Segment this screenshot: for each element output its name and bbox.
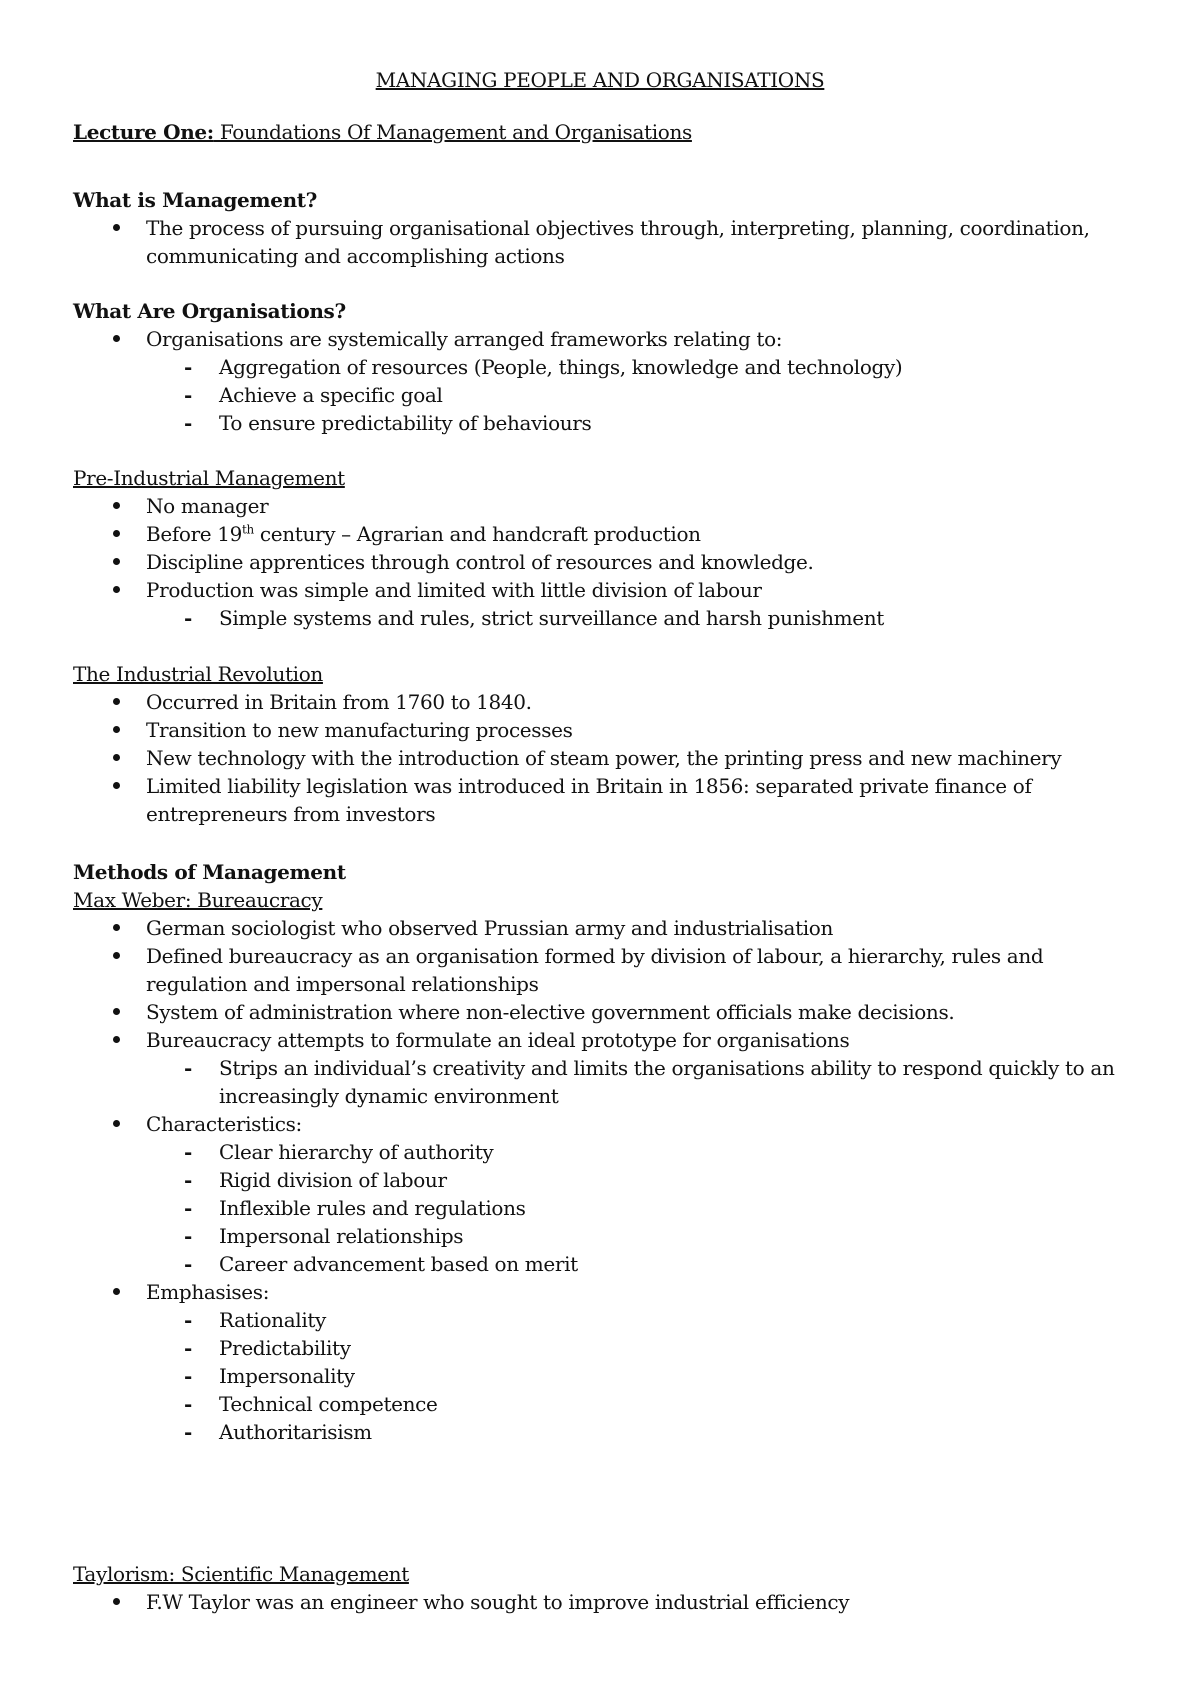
- dash-icon: -: [184, 1420, 192, 1444]
- bullet-icon: [113, 698, 120, 705]
- sub-list-item: Authoritarisism: [219, 1420, 372, 1444]
- bullet-icon: [113, 558, 120, 565]
- taylorism-heading: Taylorism: Scientific Management: [73, 1562, 409, 1586]
- dash-icon: -: [184, 1308, 192, 1332]
- list-item-continuation: communicating and accomplishing actions: [146, 244, 565, 268]
- list-item: Emphasises:: [146, 1280, 270, 1304]
- dash-icon: -: [184, 411, 192, 435]
- list-item: No manager: [146, 494, 269, 518]
- list-item: Occurred in Britain from 1760 to 1840.: [146, 690, 532, 714]
- lecture-label: Lecture One:: [73, 120, 214, 144]
- sub-list-item: Strips an individual’s creativity and limits the organisations ability to respond quickly to an: [219, 1056, 1115, 1080]
- dash-icon: -: [184, 1336, 192, 1360]
- document-title: MANAGING PEOPLE AND ORGANISATIONS: [375, 68, 825, 92]
- list-item-continuation: regulation and impersonal relationships: [146, 972, 539, 996]
- sub-list-item: Simple systems and rules, strict surveillance and harsh punishment: [219, 606, 884, 630]
- list-item: System of administration where non-elective government officials make decisions.: [146, 1000, 955, 1024]
- bullet-icon: [113, 224, 120, 231]
- sub-list-item-continuation: increasingly dynamic environment: [219, 1084, 559, 1108]
- list-item: Organisations are systemically arranged frameworks relating to:: [146, 327, 783, 351]
- dash-icon: -: [184, 1364, 192, 1388]
- sub-list-item: Rigid division of labour: [219, 1168, 447, 1192]
- superscript: th: [242, 522, 254, 537]
- dash-icon: -: [184, 1224, 192, 1248]
- bullet-icon: [113, 586, 120, 593]
- pre-industrial-heading: Pre-Industrial Management: [73, 466, 345, 490]
- bullet-icon: [113, 726, 120, 733]
- bullet-icon: [113, 1120, 120, 1127]
- list-item-text: century – Agrarian and handcraft production: [253, 522, 701, 546]
- list-item: Characteristics:: [146, 1112, 302, 1136]
- dash-icon: -: [184, 1056, 192, 1080]
- list-item-text: Before 19: [146, 522, 243, 546]
- bullet-icon: [113, 1288, 120, 1295]
- bullet-icon: [113, 924, 120, 931]
- bullet-icon: [113, 335, 120, 342]
- weber-heading: Max Weber: Bureaucracy: [73, 888, 323, 912]
- lecture-title: Foundations Of Management and Organisations: [213, 120, 692, 144]
- sub-list-item: Rationality: [219, 1308, 326, 1332]
- methods-heading: Methods of Management: [73, 860, 346, 884]
- dash-icon: -: [184, 1168, 192, 1192]
- sub-list-item: Predictability: [219, 1336, 351, 1360]
- list-item: Bureaucracy attempts to formulate an ideal prototype for organisations: [146, 1028, 850, 1052]
- bullet-icon: [113, 1598, 120, 1605]
- list-item: F.W Taylor was an engineer who sought to improve industrial efficiency: [146, 1590, 850, 1614]
- bullet-icon: [113, 754, 120, 761]
- dash-icon: -: [184, 606, 192, 630]
- bullet-icon: [113, 782, 120, 789]
- bullet-icon: [113, 1036, 120, 1043]
- bullet-icon: [113, 1008, 120, 1015]
- sub-list-item: Inflexible rules and regulations: [219, 1196, 526, 1220]
- dash-icon: -: [184, 1252, 192, 1276]
- dash-icon: -: [184, 1392, 192, 1416]
- list-item: New technology with the introduction of steam power, the printing press and new machinery: [146, 746, 1062, 770]
- industrial-revolution-heading: The Industrial Revolution: [73, 662, 323, 686]
- list-item: Production was simple and limited with little division of labour: [146, 578, 762, 602]
- bullet-icon: [113, 502, 120, 509]
- sub-list-item: Aggregation of resources (People, things, knowledge and technology): [219, 355, 903, 379]
- list-item: German sociologist who observed Prussian army and industrialisation: [146, 916, 834, 940]
- sub-list-item: Clear hierarchy of authority: [219, 1140, 494, 1164]
- list-item-continuation: entrepreneurs from investors: [146, 802, 436, 826]
- lecture-heading: [73, 118, 692, 146]
- list-item: [146, 520, 701, 548]
- sub-list-item: Technical competence: [219, 1392, 438, 1416]
- list-item: Discipline apprentices through control of resources and knowledge.: [146, 550, 814, 574]
- sub-list-item: Achieve a specific goal: [219, 383, 443, 407]
- sub-list-item: To ensure predictability of behaviours: [219, 411, 592, 435]
- list-item: Limited liability legislation was introduced in Britain in 1856: separated private finance of: [146, 774, 1032, 798]
- dash-icon: -: [184, 355, 192, 379]
- bullet-icon: [113, 530, 120, 537]
- dash-icon: -: [184, 383, 192, 407]
- sub-list-item: Impersonal relationships: [219, 1224, 464, 1248]
- what-are-organisations-heading: What Are Organisations?: [73, 299, 346, 323]
- dash-icon: -: [184, 1140, 192, 1164]
- list-item: The process of pursuing organisational objectives through, interpreting, planning, coordination,: [146, 216, 1090, 240]
- sub-list-item: Impersonality: [219, 1364, 355, 1388]
- list-item: Transition to new manufacturing processes: [146, 718, 573, 742]
- list-item: Defined bureaucracy as an organisation formed by division of labour, a hierarchy, rules and: [146, 944, 1044, 968]
- bullet-icon: [113, 952, 120, 959]
- what-is-management-heading: What is Management?: [73, 188, 318, 212]
- dash-icon: -: [184, 1196, 192, 1220]
- sub-list-item: Career advancement based on merit: [219, 1252, 578, 1276]
